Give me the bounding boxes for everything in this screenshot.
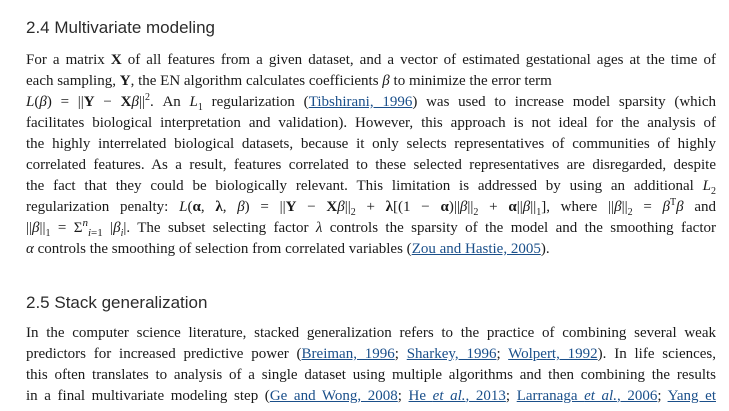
text-line: α controls the smoothing of selection from correlated variables (Zou and Hastie, 2005). bbox=[26, 241, 550, 257]
text-line: this often translates to analysis of a single dataset using multiple algorithms and then combining the results bbox=[26, 367, 716, 383]
text-line: correlated features. As a result, features correlated to these selected representatives are disregarded, despite bbox=[26, 157, 716, 173]
citation-link-zou-hastie-2005[interactable]: Zou and Hastie, 2005 bbox=[411, 241, 541, 257]
citation-link-ge-wong-2008[interactable]: Ge and Wong, 2008 bbox=[269, 388, 398, 404]
text-line: $||\beta||_1 = \Sigma^n_{i=1}$ $|\beta_i|$. The subset selecting factor λ controls the sparsity of the model and the smoothing factor bbox=[26, 217, 716, 239]
text-line: $L(\beta) = ||Y - X\beta||^2$. An $L_1$ regularization (Tibshirani, 1996) was used to increase model sparsity (which bbox=[26, 92, 716, 113]
paragraph-stack-generalization bbox=[26, 323, 716, 407]
section-heading-multivariate-modeling: 2.4 Multivariate modeling bbox=[26, 18, 215, 37]
text-line: regularization penalty: L(α, λ, $\beta) = ||Y - X\beta||_2 + \lambda[(1 - \alpha)||\beta||_2 + \alpha||\beta||_1]$, where $||\beta||_2 = \beta^T\beta$ and bbox=[26, 197, 716, 218]
citation-link-he-2013[interactable]: He et al., 2013 bbox=[408, 388, 506, 404]
section-heading-stack-generalization: 2.5 Stack generalization bbox=[26, 293, 208, 312]
citation-link-tibshirani-1996[interactable]: Tibshirani, 1996 bbox=[308, 94, 413, 110]
text-line: each sampling, Y, the EN algorithm calculates coefficients β to minimize the error term bbox=[26, 73, 552, 89]
citation-link-wolpert-1992[interactable]: Wolpert, 1992 bbox=[508, 346, 598, 362]
paragraph-multivariate-modeling bbox=[26, 50, 716, 260]
citation-link-breiman-1996[interactable]: Breiman, 1996 bbox=[301, 346, 395, 362]
citation-link-sharkey-1996[interactable]: Sharkey, 1996 bbox=[406, 346, 497, 362]
citation-link-larranaga-2006[interactable]: Larranaga et al., 2006 bbox=[516, 388, 658, 404]
text-line: facilitates biological interpretation and validation). However, this approach is not ideal for the analysis of bbox=[26, 115, 716, 131]
citation-link-yang[interactable]: Yang et bbox=[667, 388, 716, 404]
text-line: In the computer science literature, stacked generalization refers to the practice of combining several weak bbox=[26, 325, 716, 341]
text-line: For a matrix X of all features from a given dataset, and a vector of estimated gestational ages at the time of bbox=[26, 52, 716, 68]
text-line: in a final multivariate modeling step (Ge and Wong, 2008; He et al., 2013; Larranaga et al., 2006; Yang et bbox=[26, 388, 716, 404]
text-line: the highly interrelated biological datasets, because it only selects representatives of communities of highly bbox=[26, 136, 716, 152]
text-line: predictors for increased predictive power (Breiman, 1996; Sharkey, 1996; Wolpert, 1992). In life sciences, bbox=[26, 346, 716, 362]
text-line: the fact that they could be biologically relevant. This limitation is addressed by using an additional $L_2$ bbox=[26, 178, 716, 197]
